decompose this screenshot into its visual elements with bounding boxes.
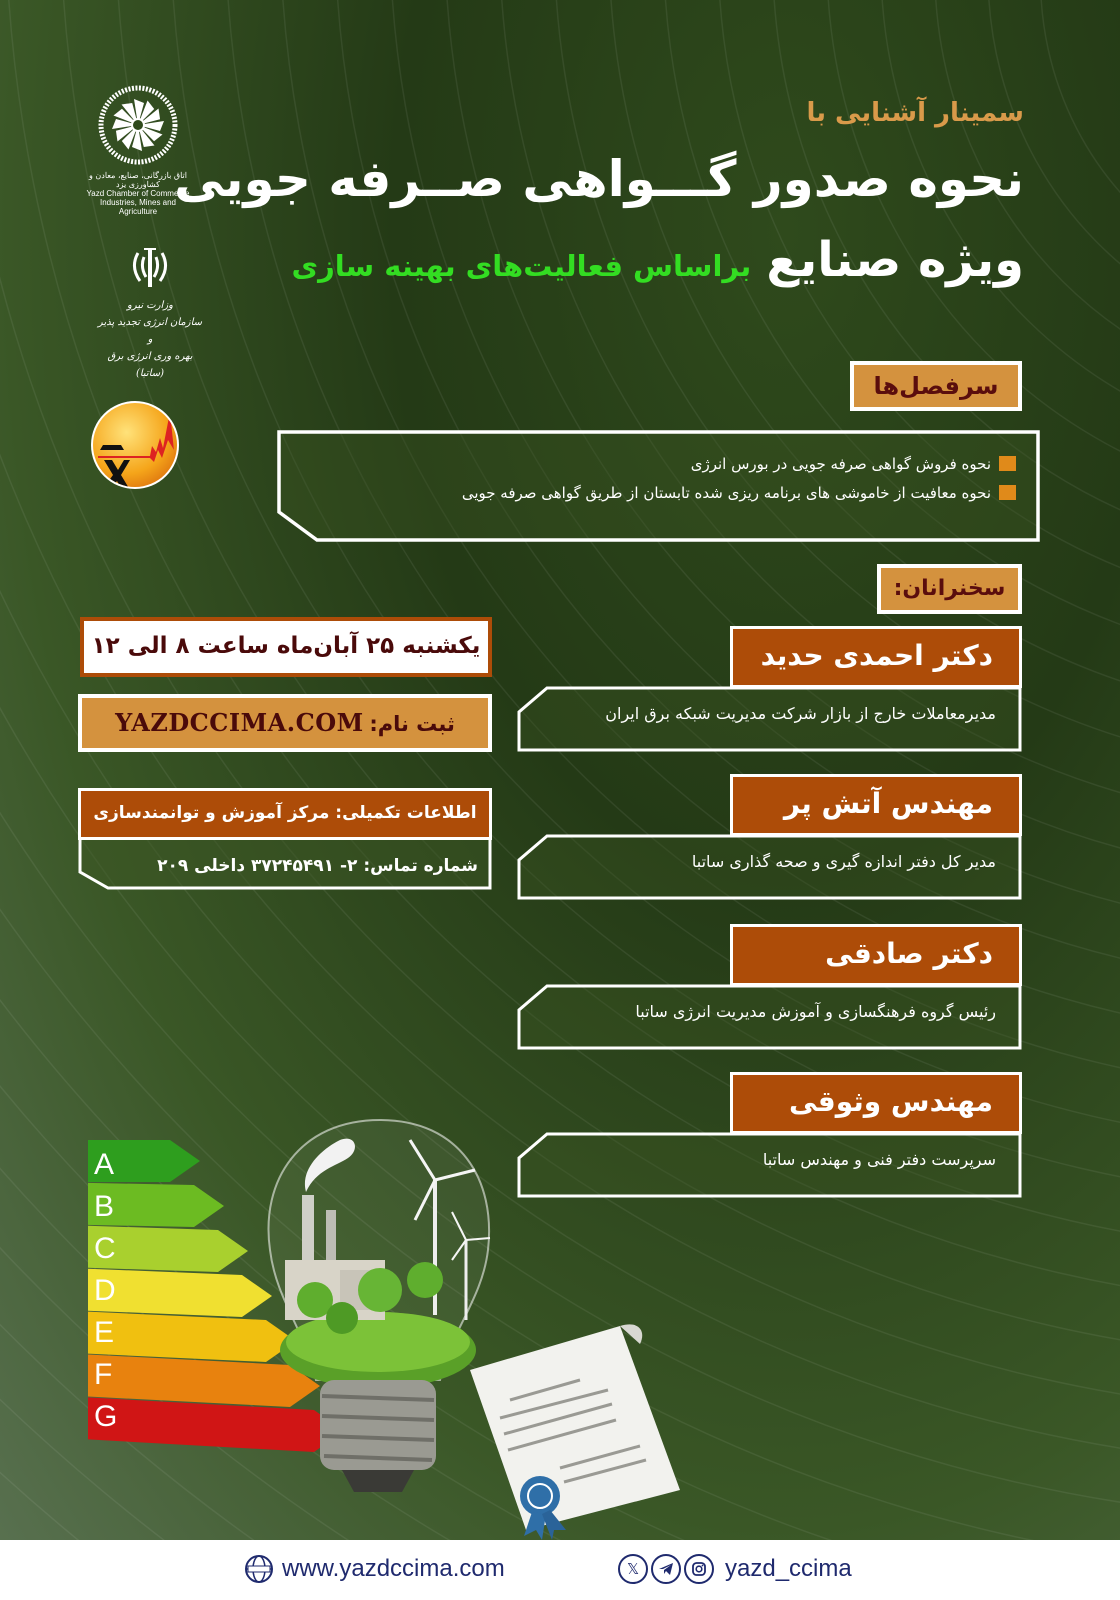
speaker-2-role-box [517,834,1022,900]
topics-list [462,450,1016,508]
chamber-name-fa: اتاق بازرگانی، صنایع، معادن و کشاورزی یزد [89,171,187,189]
chamber-name-en-2: Industries, Mines and Agriculture [99,198,177,216]
energy-bar-f [88,1355,320,1408]
energy-grade-label: E [94,1316,115,1349]
background-wave-line [1041,0,1120,294]
footer-website[interactable] [244,1552,505,1586]
energy-illustration [80,1100,720,1540]
iran-emblem-icon [128,245,172,293]
energy-grade-label: F [94,1358,113,1391]
globe-icon [244,1554,274,1584]
bullet-square-icon [999,456,1016,471]
speaker-3-name: دکتر صادقی [730,924,1022,986]
speaker-3-role: رئیس گروه فرهنگسازی و آموزش مدیریت انرژی ساتبا [635,1002,996,1021]
seminar-subtitle: سمینار آشنایی با [806,98,1024,128]
ministry-line-2: سازمان انرژی تجدید پذیر و [97,317,203,345]
bullet-square-icon [999,485,1016,500]
registration-box[interactable] [78,694,492,752]
speakers-heading: سخنرانان: [877,564,1022,614]
chamber-logo [80,85,196,225]
footer-social [618,1552,852,1586]
seminar-title-line2 [292,232,1024,288]
topics-box [277,430,1040,542]
ministry-line-1: وزارت نیرو [126,300,173,311]
social-handle[interactable]: yazd_ccima [725,1555,852,1582]
seminar-title: نحوه صدور گـــواهی صــرفه جویی [174,150,1024,208]
event-date-time: یکشنبه ۲۵ آبان‌ماه ساعت ۸ الی ۱۲ [80,617,492,677]
registration-link[interactable]: YAZDCCIMA.COM [115,708,364,737]
topic-item [462,479,1016,508]
speaker-1-name: دکتر احمدی حدید [730,626,1022,688]
energy-bar-e [88,1312,296,1362]
more-info-label: اطلاعات تکمیلی: مرکز آموزش و توانمندسازی [78,788,492,840]
topic-item-text: نحوه معافیت از خاموشی های برنامه ریزی شده تابستان از طریق گواهی صرفه جویی [461,484,991,502]
speaker-2-name: مهندس آتش پر [730,774,1022,836]
speaker-1-role-box [517,686,1022,752]
footer [0,1540,1120,1600]
certificate-icon [470,1324,680,1540]
telegram-icon[interactable] [651,1554,681,1584]
energy-grade-label: G [94,1400,118,1433]
energy-grade-label: D [94,1274,116,1307]
registration-label: ثبت نام: [369,712,455,736]
contact-phone: شماره تماس: ۲- ۳۷۲۴۵۴۹۱ داخلی ۲۰۹ [157,856,478,876]
title-optimization: براساس فعالیت‌های بهینه سازی [291,249,752,283]
tavanir-logo-icon [90,400,180,490]
speaker-2-role: مدیر کل دفتر اندازه گیری و صحه گذاری ساتبا [691,852,996,871]
ministry-line-3: بهره وری انرژی برق (ساتبا) [107,351,193,379]
energy-grade-label: C [94,1232,116,1265]
energy-grade-label: A [94,1148,115,1181]
speaker-4-role: سرپرست دفتر فنی و مهندس ساتبا [762,1150,996,1169]
chamber-emblem-icon [98,85,178,165]
chamber-name-en-1: Yazd Chamber of Commerce [86,189,190,198]
ministry-logo [95,245,205,382]
website-link[interactable]: www.yazdccima.com [282,1555,505,1582]
energy-grade-label: B [94,1190,115,1223]
topic-item [462,450,1016,479]
title-industries: ویژه صنایع [766,232,1024,288]
speaker-3-role-box [517,984,1022,1050]
topic-item-text: نحوه فروش گواهی صرفه جویی در بورس انرژی [690,455,991,473]
instagram-icon[interactable] [684,1554,714,1584]
speaker-4-name: مهندس وثوقی [730,1072,1022,1134]
x-icon[interactable]: 𝕏 [618,1554,648,1584]
topics-heading: سرفصل‌ها [850,361,1022,411]
speaker-1-role: مدیرمعاملات خارج از بازار شرکت مدیریت شبکه برق ایران [605,704,996,723]
contact-info-box [78,788,492,900]
energy-bar-g [88,1397,344,1452]
